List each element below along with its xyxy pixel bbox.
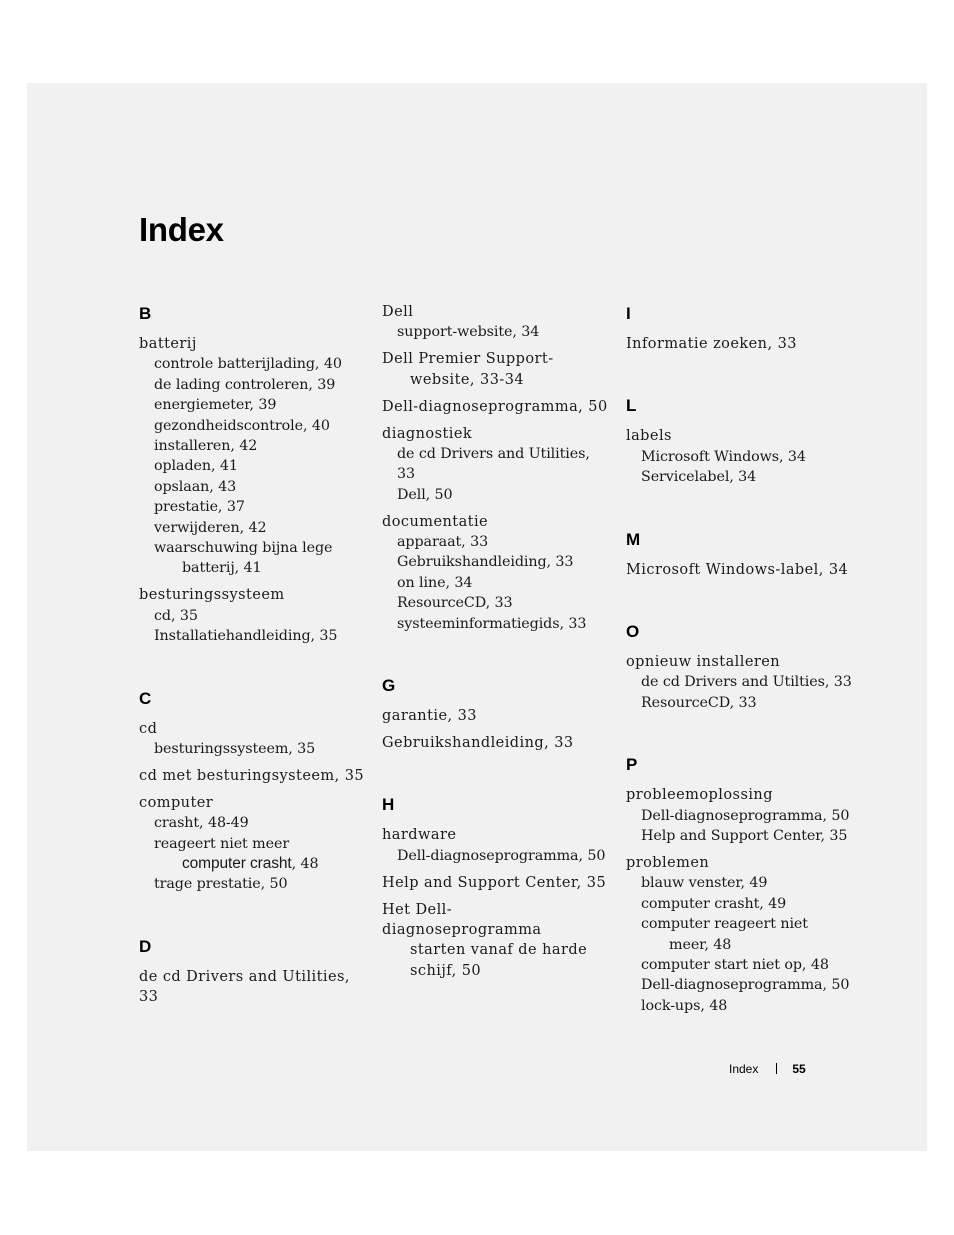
index-subentry: waarschuwing bijna lege — [154, 540, 333, 557]
index-subentry: Installatiehandleiding, 35 — [154, 628, 338, 645]
index-section-i — [626, 302, 854, 354]
index-entry — [626, 426, 854, 487]
index-entry — [626, 785, 854, 846]
index-subentry: Dell, 50 — [397, 486, 453, 503]
section-letter: I — [626, 304, 631, 323]
index-entry — [382, 424, 610, 506]
index-entry — [382, 900, 610, 982]
index-subentry: Dell-diagnoseprogramma, 50 — [397, 847, 606, 864]
index-subentry-page: , 48 — [291, 856, 319, 873]
section-letter: P — [626, 755, 638, 775]
index-entry — [139, 766, 367, 786]
index-term: Microsoft Windows-label, 34 — [626, 561, 849, 578]
index-subentry: de cd Drivers and Utilties, 33 — [641, 674, 852, 691]
index-entry — [626, 560, 854, 580]
section-letter: H — [382, 795, 395, 815]
index-entry — [382, 302, 610, 343]
index-section-o — [626, 620, 854, 713]
index-entry — [382, 512, 610, 634]
index-term-continuation: website, 33-34 — [410, 371, 525, 388]
index-subentry-continuation: batterij, 41 — [182, 560, 262, 577]
index-section-g — [382, 674, 610, 753]
index-term: Help and Support Center, 35 — [382, 874, 607, 891]
index-section-l — [626, 394, 854, 487]
section-letter: L — [626, 396, 637, 416]
index-subentry: systeeminformatiegids, 33 — [397, 615, 587, 632]
section-letter: B — [139, 304, 152, 323]
section-letter: M — [626, 529, 641, 549]
index-entry — [139, 793, 367, 895]
index-entry — [626, 853, 854, 1016]
index-term-continuation: schijf, 50 — [410, 962, 482, 979]
index-subentry: reageert niet meer — [154, 835, 290, 852]
index-subentry: installeren, 42 — [154, 438, 258, 455]
footer-separator — [776, 1063, 777, 1074]
index-subentry: opslaan, 43 — [154, 478, 237, 495]
index-term: diagnostiek — [382, 425, 473, 442]
index-term: labels — [626, 428, 672, 445]
index-subentry-mixed — [139, 854, 367, 874]
section-letter: D — [139, 936, 152, 956]
index-subentry: Dell-diagnoseprogramma, 50 — [641, 807, 850, 824]
index-term: problemen — [626, 854, 710, 871]
index-term: de cd Drivers and Utilities, 33 — [139, 968, 350, 1006]
index-entry — [139, 967, 367, 1008]
index-term: documentatie — [382, 513, 489, 530]
footer-section-label: Index — [729, 1062, 759, 1076]
section-letter: O — [626, 622, 640, 642]
index-subentry: Gebruikshandleiding, 33 — [397, 554, 574, 571]
index-section-m — [626, 528, 854, 580]
index-entry — [382, 873, 610, 893]
index-section-b — [139, 302, 367, 647]
index-subentry: opladen, 41 — [154, 458, 238, 475]
index-section-d — [139, 935, 367, 1008]
index-entry — [626, 334, 854, 354]
index-subentry: de cd Drivers and Utilities, 33 — [397, 445, 590, 483]
index-term-continuation: starten vanaf de harde — [410, 942, 588, 959]
index-subentry: besturingssysteem, 35 — [154, 741, 316, 757]
index-entry — [139, 719, 367, 760]
index-subentry-continuation: meer, 48 — [669, 936, 732, 953]
index-term: garantie, 33 — [382, 708, 477, 725]
index-subentry: Servicelabel, 34 — [641, 469, 757, 486]
index-term: besturingssysteem — [139, 587, 285, 604]
index-term: Dell Premier Support- — [382, 351, 554, 368]
index-column-1 — [139, 302, 367, 1048]
index-subentry: blauw venster, 49 — [641, 875, 768, 892]
page-title: Index — [139, 211, 224, 248]
index-subentry: de lading controleren, 39 — [154, 376, 336, 393]
index-subentry: lock-ups, 48 — [641, 997, 728, 1014]
index-section-p — [626, 753, 854, 1016]
index-entry — [382, 349, 610, 390]
index-column-3 — [626, 302, 854, 1056]
index-entry — [382, 397, 610, 417]
index-section-d-continued — [382, 302, 610, 634]
index-section-c — [139, 687, 367, 895]
index-subentry: ResourceCD, 33 — [397, 595, 513, 612]
index-entry — [382, 825, 610, 866]
page-footer — [729, 1062, 806, 1076]
index-subentry: trage prestatie, 50 — [154, 876, 288, 893]
index-subentry: ResourceCD, 33 — [641, 694, 757, 711]
index-subentry-sans: computer crasht — [182, 855, 292, 873]
index-subentry: computer reageert niet — [641, 916, 808, 933]
index-term: Dell-diagnoseprogramma, 50 — [382, 398, 608, 415]
index-term: Het Dell-diagnoseprogramma — [382, 901, 542, 939]
index-section-h — [382, 793, 610, 981]
index-column-2 — [382, 302, 610, 1021]
index-entry — [382, 733, 610, 753]
index-subentry: controle batterijlading, 40 — [154, 356, 342, 373]
index-subentry: support-website, 34 — [397, 324, 540, 341]
index-term: opnieuw installeren — [626, 654, 781, 671]
index-term: probleemoplossing — [626, 787, 773, 804]
index-term: cd — [139, 720, 158, 737]
index-subentry: prestatie, 37 — [154, 499, 245, 516]
index-subentry: verwijderen, 42 — [154, 519, 267, 536]
page-number: 55 — [792, 1062, 806, 1076]
index-term: computer — [139, 794, 214, 811]
index-term: Informatie zoeken, 33 — [626, 336, 797, 352]
index-subentry: computer crasht, 49 — [641, 895, 787, 912]
section-letter: G — [382, 676, 396, 696]
index-term: hardware — [382, 827, 457, 844]
index-term: Dell — [382, 304, 414, 320]
index-subentry: on line, 34 — [397, 574, 473, 591]
index-term: cd met besturingsysteem, 35 — [139, 767, 365, 784]
index-entry — [382, 706, 610, 726]
index-subentry: Help and Support Center, 35 — [641, 828, 848, 845]
section-letter: C — [139, 688, 152, 708]
index-entry — [139, 334, 367, 579]
index-subentry: energiemeter, 39 — [154, 397, 277, 414]
index-subentry: Dell-diagnoseprogramma, 50 — [641, 977, 850, 994]
index-subentry: crasht, 48-49 — [154, 815, 249, 832]
index-subentry: gezondheidscontrole, 40 — [154, 417, 330, 434]
index-subentry: computer start niet op, 48 — [641, 957, 829, 973]
index-term: Gebruikshandleiding, 33 — [382, 735, 574, 751]
index-subentry: cd, 35 — [154, 607, 198, 624]
index-entry — [139, 585, 367, 646]
index-subentry: Microsoft Windows, 34 — [641, 448, 806, 465]
index-term: batterij — [139, 336, 197, 352]
index-subentry: apparaat, 33 — [397, 534, 489, 551]
index-entry — [626, 652, 854, 713]
